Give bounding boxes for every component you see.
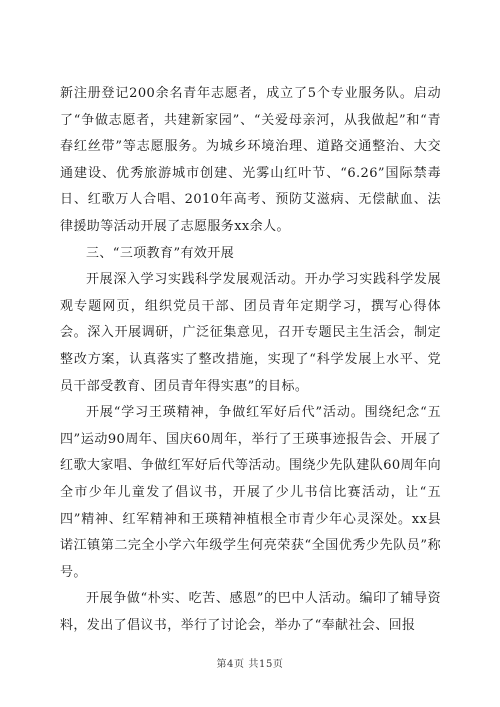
paragraph-wang-ying-spirit: 开展“学习王瑛精神，争做红军好后代”活动。围绕纪念“五四”运动90周年、国庆60周年，举行了王瑛事迹报告会、开展了红歌大家唱、争做红军好后代等活动。围绕少先队建队60周年向全市少年儿童发了倡议书，开展了少儿书信比赛活动，让“五四”精神、红军精神和王瑛精神植根全市青少年心灵深处。xx县诺江镇第二完全小学六年级学生何亮荣获“全国优秀少先队员”称号。 (60, 405, 441, 580)
section-heading-three-educations: 三、“三项教育”有效开展 (86, 245, 235, 261)
page-number-footer: 第4页 共15页 (216, 659, 284, 670)
paragraph-volunteer-registration: 新注册登记200余名青年志愿者，成立了5个专业服务队。启动了“争做志愿者，共建新家园”、“关爱母亲河，从我做起”和“青春红丝带”等志愿服务。为城乡环境治理、道路交通整治、大交通建设、优秀旅游城市创建、光雾山红叶节、“6.26”国际禁毒日、红歌万人合唱、2010年高考、预防艾滋病、无偿献血、法律援助等活动开展了志愿服务xx余人。 (60, 86, 441, 234)
document-body (60, 81, 441, 639)
paragraph-scientific-development: 开展深入学习实践科学发展观活动。开办学习实践科学发展观专题网页，组织党员干部、团员青年定期学习，撰写心得体会。深入开展调研，广泛征集意见，召开专题民主生活会，制定整改方案，认真落实了整改措施，实现了“科学发展上水平、党员干部受教育、团员青年得实惠”的目标。 (60, 272, 441, 394)
paragraph-bazhong-people: 开展争做“朴实、吃苦、感恩”的巴中人活动。编印了辅导资料，发出了倡议书，举行了讨论会，举办了“奉献社会、回报 (60, 591, 441, 633)
